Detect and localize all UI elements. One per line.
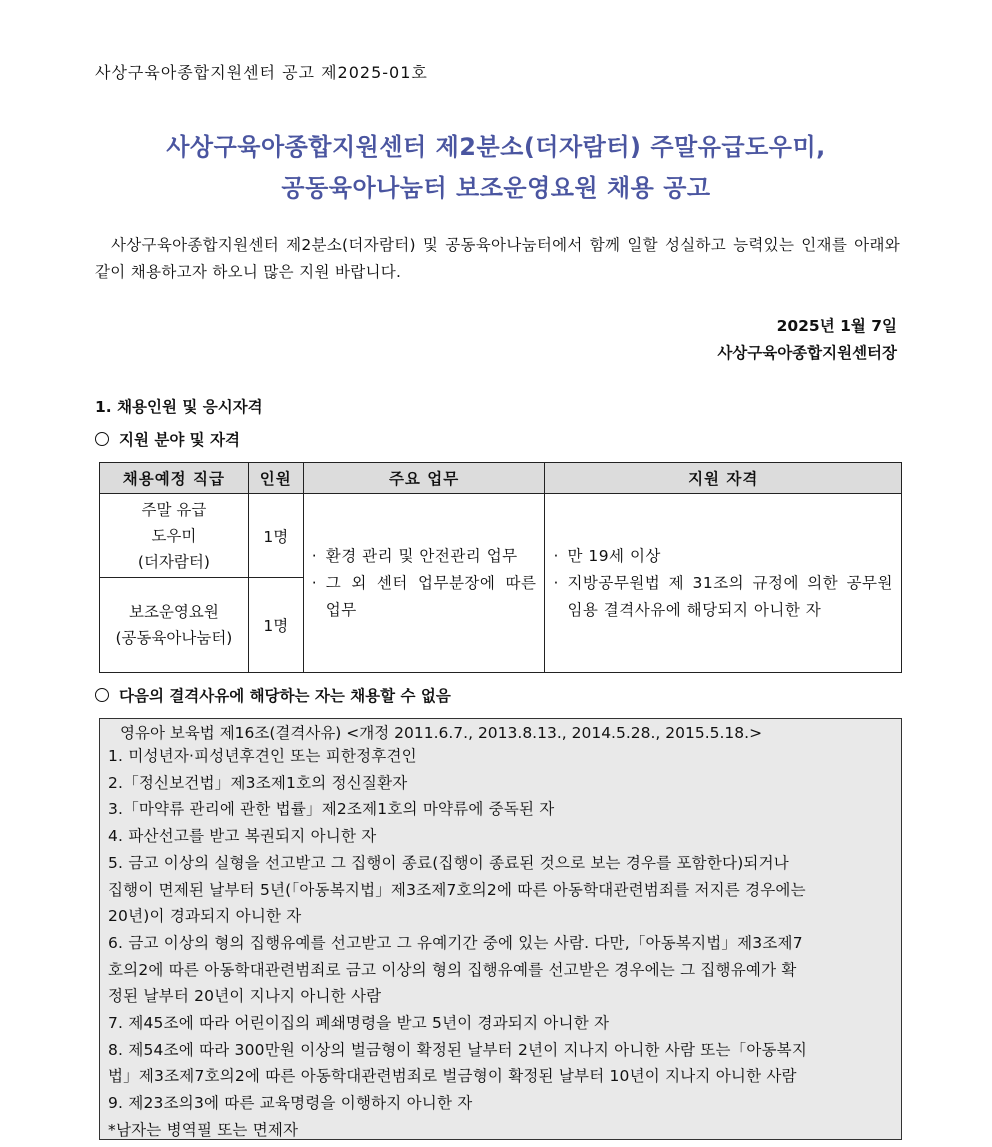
column-header: 인원	[248, 463, 303, 494]
subheading-qualifications-text: 지원 분야 및 자격	[119, 431, 241, 449]
list-item: *남자는 병역필 또는 면제자	[108, 1120, 299, 1139]
notice-date: 2025년 1월 7일	[776, 317, 897, 335]
table-row	[100, 494, 902, 578]
list-item: 6. 금고 이상의 형의 집행유예를 선고받고 그 유예기간 중에 있는 사람. 다만,「아동복지법」제3조제7	[108, 933, 803, 952]
qualification-item: · 만 19세 이상	[553, 546, 661, 565]
qualifications-cell	[545, 494, 902, 673]
position-cell	[100, 578, 249, 673]
duty-item: · 그 외 센터 업무분장에 따른 업무	[311, 573, 537, 619]
list-item: 5. 금고 이상의 실형을 선고받고 그 집행이 종료(집행이 종료된 것으로 보는 경우를 포함한다)되거나	[108, 853, 789, 872]
column-header: 지원 자격	[545, 463, 902, 494]
list-item: 법」제3조제7호의2에 따른 아동학대관련범죄로 벌금형이 확정된 날부터 10년이 지나지 아니한 사람	[108, 1067, 797, 1086]
recruitment-table	[99, 462, 902, 673]
issuer-name: 사상구육아종합지원센터장	[717, 344, 897, 362]
position-line: (공동육아나눔터)	[115, 629, 233, 647]
list-item: 8. 제54조에 따라 300만원 이상의 벌금형이 확정된 날부터 2년이 지나지 아니한 사람 또는「아동복지	[108, 1040, 808, 1059]
notice-title-line2: 공동육아나눔터 보조운영요원 채용 공고	[281, 174, 711, 202]
list-item: 3.「마약류 관리에 관한 법률」제2조제1호의 마약류에 중독된 자	[108, 800, 555, 819]
circle-bullet-icon	[95, 688, 109, 702]
circle-bullet-icon	[95, 432, 109, 446]
notice-title-line1: 사상구육아종합지원센터 제2분소(더자람터) 주말유급도우미,	[166, 133, 826, 161]
law-reference: 영유아 보육법 제16조(결격사유) <개정 2011.6.7., 2013.8.13., 2014.5.28., 2015.5.18.>	[120, 724, 763, 742]
position-line: 도우미	[151, 526, 197, 545]
list-item: 4. 파산선고를 받고 복권되지 아니한 자	[108, 827, 377, 846]
list-item: 2.「정신보건법」제3조제1호의 정신질환자	[108, 773, 408, 792]
column-header: 채용예정 직급	[100, 463, 249, 494]
section-heading-recruitment: 1. 채용인원 및 응시자격	[95, 398, 263, 416]
list-item: 호의2에 따른 아동학대관련범죄로 금고 이상의 형의 집행유예를 선고받은 경우에는 그 집행유예가 확	[108, 960, 797, 979]
subheading-disqualification-text: 다음의 결격사유에 해당하는 자는 채용할 수 없음	[119, 687, 451, 705]
list-item: 집행이 면제된 날부터 5년(「아동복지법」제3조제7호의2에 따른 아동학대관련범죄를 저지른 경우에는	[108, 880, 806, 899]
position-cell	[100, 494, 249, 578]
duties-cell	[303, 494, 545, 673]
list-item: 20년)이 경과되지 아니한 자	[108, 907, 302, 926]
list-item: 7. 제45조에 따라 어린이집의 폐쇄명령을 받고 5년이 경과되지 아니한 자	[108, 1014, 610, 1033]
duty-item: · 환경 관리 및 안전관리 업무	[311, 546, 518, 565]
headcount-cell: 1명	[248, 494, 303, 578]
disqualification-box	[99, 718, 902, 1140]
table-header-row	[100, 463, 902, 494]
subheading-disqualification	[95, 684, 451, 706]
list-item: 9. 제23조의3에 따른 교육명령을 이행하지 아니한 자	[108, 1094, 473, 1113]
list-item: 정된 날부터 20년이 지나지 아니한 사람	[108, 987, 382, 1006]
intro-paragraph: 사상구육아종합지원센터 제2분소(더자람터) 및 공동육아나눔터에서 함께 일할 성실하고 능력있는 인재를 아래와 같이 채용하고자 하오니 많은 지원 바랍니다.	[95, 236, 900, 281]
position-line: 주말 유급	[141, 500, 207, 519]
position-line: (더자람터)	[137, 552, 210, 571]
qualification-item: · 지방공무원법 제 31조의 규정에 의한 공무원 임용 결격사유에 해당되지 아니한 자	[553, 573, 893, 619]
column-header: 주요 업무	[303, 463, 545, 494]
subheading-qualifications	[95, 428, 240, 450]
list-item: 1. 미성년자·피성년후견인 또는 피한정후견인	[108, 747, 417, 765]
headcount-cell: 1명	[248, 578, 303, 673]
position-line: 보조운영요원	[128, 603, 219, 621]
disqualification-list	[108, 743, 894, 1144]
notice-number: 사상구육아종합지원센터 공고 제2025-01호	[95, 63, 428, 82]
